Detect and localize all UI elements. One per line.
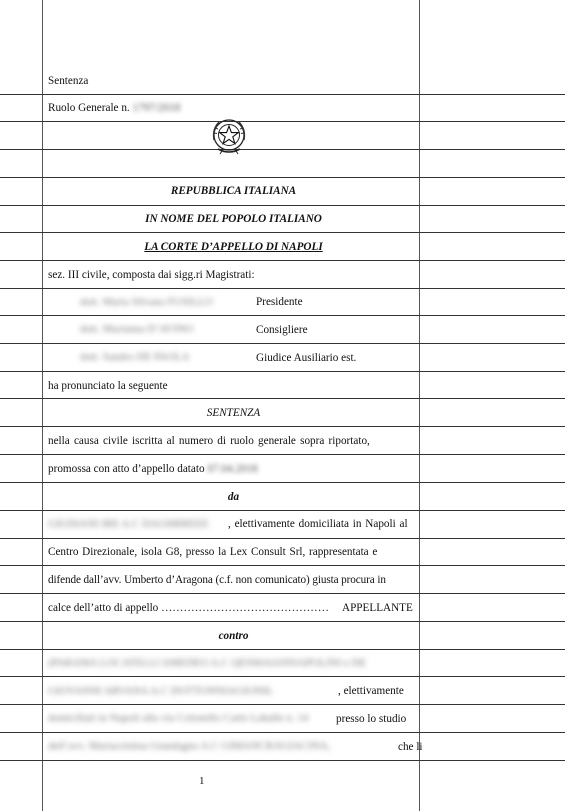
- appellato-lawyer-redacted: dell’avv. Mariacristina Giandagno A.C GIMANCRAGIACINA,: [48, 740, 331, 752]
- rule: [0, 260, 565, 261]
- appellato-line-3: presso lo studio: [336, 713, 407, 725]
- rule: [0, 649, 565, 650]
- judge-name-redacted: dott. Sandro DE PAOLA: [80, 351, 190, 363]
- judge-role: Presidente: [256, 296, 303, 308]
- rule: [0, 454, 565, 455]
- sezione-line: sez. III civile, composta dai sigg.ri Magistrati:: [48, 269, 255, 281]
- appellante-line-4: calce dell’atto di appello ………………………………………: [48, 602, 329, 614]
- appellato-line-2: , elettivamente: [338, 685, 404, 697]
- contro-label: contro: [218, 630, 249, 642]
- rule: [0, 760, 565, 761]
- appellante-line-3: difende dall’avv. Umberto d’Aragona (c.f. non comunicato) giusta procura in: [48, 574, 386, 586]
- rule: [0, 565, 565, 566]
- appellato-line-4: che li: [398, 741, 423, 753]
- ruolo-generale: [48, 101, 180, 115]
- ruolo-label: Ruolo Generale n.: [48, 102, 130, 114]
- title-corte: LA CORTE D’APPELLO DI NAPOLI: [144, 241, 323, 253]
- rule: [0, 232, 565, 233]
- rule: [0, 510, 565, 511]
- appellato-name-redacted: GIOVANNI ARVANA A.C DOTTONNIAGIONIL: [48, 685, 274, 697]
- appellante-line-1: , elettivamente domiciliata in Napoli al: [228, 518, 408, 530]
- rule: [0, 676, 565, 677]
- da-label: da: [227, 491, 240, 503]
- rule: [0, 121, 565, 122]
- page-number: 1: [199, 775, 205, 787]
- pronunciato-line: ha pronunciato la seguente: [48, 380, 168, 392]
- title-in-nome: IN NOME DEL POPOLO ITALIANO: [145, 213, 322, 225]
- appellante-name-redacted: GIUDIANI IRE A.C DAGHRREEE: [48, 518, 209, 530]
- rule: [0, 205, 565, 206]
- appellante-line-2: Centro Direzionale, isola G8, presso la Lex Consult Srl, rappresentata e: [48, 546, 378, 558]
- appellato-line-1-redacted: (PARAMA LOCATELLI AMEDEO A.C QESMAIANNAPOLINI e DE: [48, 657, 367, 669]
- rule: [0, 288, 565, 289]
- rule: [0, 398, 565, 399]
- causa-date-redacted: 07.04.2018: [207, 463, 258, 475]
- appellato-address-redacted: domiciliati in Napoli alla via Colonello Carlo Lahalle n. 14: [48, 712, 309, 724]
- judge-name-redacted: dott. Maria Silvana FUSILLO: [80, 296, 213, 308]
- rule: [0, 94, 565, 95]
- title-repubblica: REPUBBLICA ITALIANA: [170, 185, 297, 197]
- causa-line-2: [48, 462, 258, 476]
- ruolo-number-redacted: 1797/2018: [132, 102, 181, 114]
- rule: [0, 593, 565, 594]
- sentenza-title: SENTENZA: [206, 407, 261, 419]
- rule: [0, 315, 565, 316]
- appellante-label: APPELLANTE: [342, 602, 413, 614]
- document-heading: Sentenza: [48, 75, 89, 87]
- rule: [0, 177, 565, 178]
- rule: [0, 149, 565, 150]
- rule: [0, 371, 565, 372]
- judge-role: Giudice Ausiliario est.: [256, 352, 357, 364]
- rule: [0, 482, 565, 483]
- rule: [0, 343, 565, 344]
- rule: [0, 538, 565, 539]
- rule: [0, 704, 565, 705]
- rule: [0, 732, 565, 733]
- judge-role: Consigliere: [256, 324, 308, 336]
- italian-republic-emblem-icon: [210, 116, 248, 156]
- judge-name-redacted: dott. Marianna D’AVINO: [80, 323, 194, 335]
- rule: [0, 621, 565, 622]
- causa-line-1: nella causa civile iscritta al numero di ruolo generale sopra riportato,: [48, 435, 370, 447]
- causa-line-2-text: promossa con atto d’appello datato: [48, 463, 205, 475]
- rule: [0, 426, 565, 427]
